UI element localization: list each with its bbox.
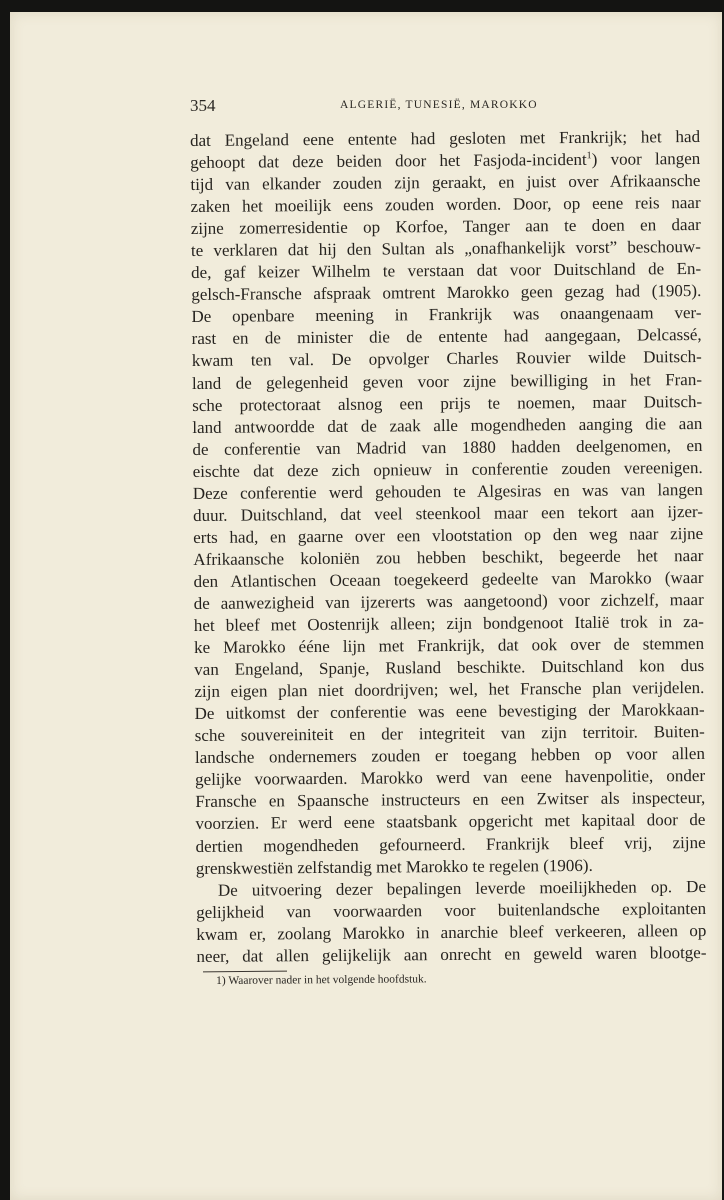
text-line-content: eischte dat deze zich opnieuw in conferentie zouden vereenigen. [192, 457, 703, 481]
body-text [190, 126, 707, 968]
text-line-content: voorzien. Er werd eene staatsbank opgericht met kapitaal door de [195, 810, 706, 834]
text-line-content: Fransche en Spaansche instructeurs en een Zwitser als inspecteur, [195, 788, 706, 812]
text-line-content: gelijkheid van voorwaarden voor buitenlandsche exploitanten [196, 898, 707, 922]
text-line-content: neer, dat allen gelijkelijk aan onrecht en geweld waren blootge- [196, 942, 707, 966]
text-line-content: zaken het moeilijk eens zouden worden. Door, op eene reis naar [190, 193, 701, 217]
text-line-content: den Atlantischen Oceaan toegekeerd gedeelte van Marokko (waar [193, 567, 704, 591]
text-line-content: De uitkomst der conferentie was eene bevestiging der Marokkaan- [194, 700, 705, 724]
text-line-content: de aanwezigheid van ijzererts was aangetoond) voor zichzelf, maar [193, 589, 704, 613]
text-line [196, 942, 706, 968]
text-line-content: gelijke voorwaarden. Marokko werd van eene havenpolitie, onder [195, 766, 706, 790]
text-line-content: duur. Duitschland, dat veel steenkool maar een tekort aan ijzer- [192, 501, 704, 525]
text-line-content: land de gelegenheid geven voor zijne bewilliging in het Fran- [191, 369, 703, 393]
text-line-continuation: ) voor langen [591, 149, 701, 169]
text-line [196, 831, 706, 857]
text-line-content: ke Marokko ééne lijn met Frankrijk, dat ook over de stemmen [193, 634, 705, 658]
text-line-content: dertien mogendheden gefourneerd. Frankrijk bleef vrij, zijne [195, 832, 706, 856]
text-line-content: grenskwestiën zelfstandig met Marokko te regelen (1906). [195, 855, 593, 878]
text-line-content: Afrikaansche koloniën zou hebben beschikt, begeerde het naar [193, 545, 704, 569]
text-line-content: dat Engeland eene entente had gesloten met Frankrijk; het had [190, 126, 701, 150]
text-line-content: De openbare meening in Frankrijk was onaangenaam ver- [191, 303, 702, 327]
text-line-content: sche souvereiniteit en der integriteit van zijn territoir. Buiten- [194, 722, 705, 746]
text-line-content: tijd van elkander zouden zijn geraakt, en juist over Afrikaansche [190, 171, 701, 195]
text-line-content: erts had, en gaarne over een vlootstation op den weg naar zijne [193, 523, 704, 547]
text-line-content: gehoopt dat deze beiden door het Fasjoda-incident [190, 149, 587, 173]
text-line-content: kwam ten val. De opvolger Charles Rouvier wilde Duitsch- [191, 347, 702, 371]
footnote-text: Waarover nader in het volgende hoofdstuk. [228, 973, 427, 987]
text-line-content: Deze conferentie werd gehouden te Algesiras en was van langen [192, 479, 703, 503]
text-line-content: sche protectoraat alsnog een prijs te noemen, maar Duitsch- [192, 391, 703, 415]
text-line-content: rast en de minister die de entente had aangegaan, Delcassé, [191, 325, 702, 349]
text-line-content: van Engeland, Spanje, Rusland beschikte. Duitschland kon dus [194, 656, 705, 680]
page-number: 354 [190, 96, 216, 115]
text-line-content: de, gaf keizer Wilhelm te verstaan dat voor Duitschland de En- [191, 259, 702, 283]
text-line-content: De uitvoering dezer bepalingen leverde moeilijkheden op. De [217, 876, 707, 900]
text-line-content: land antwoordde dat de zaak alle mogendheden aanging die aan [192, 413, 703, 437]
text-line-content: de conferentie van Madrid van 1880 hadden deelgenomen, en [192, 435, 703, 459]
text-line-content: zijn eigen plan niet doordrijven; wel, het Fransche plan verijdelen. [194, 678, 705, 702]
page-header [190, 96, 710, 116]
footnote-reference: 1 [586, 150, 592, 162]
running-title: ALGERIË, TUNESIË, MAROKKO [340, 99, 538, 111]
text-line-content: landsche ondernemers zouden er toegang hebben op voor allen [194, 744, 705, 768]
footnote [216, 973, 427, 987]
text-line-content: gelsch-Fransche afspraak omtrent Marokko geen gezag had (1905). [191, 281, 702, 305]
text-line-content: het bleef met Oostenrijk alleen; zijn bondgenoot Italië trok in za- [193, 612, 704, 636]
footnote-marker: 1) [216, 974, 226, 987]
text-line-content: zijne zomerresidentie op Korfoe, Tanger aan te doen en daar [190, 215, 701, 239]
text-line-content: kwam er, zoolang Marokko in anarchie bleef verkeeren, alleen op [196, 920, 707, 944]
text-line-content: te verklaren dat hij den Sultan als „onafhankelijk vorst” beschouw- [190, 237, 702, 261]
